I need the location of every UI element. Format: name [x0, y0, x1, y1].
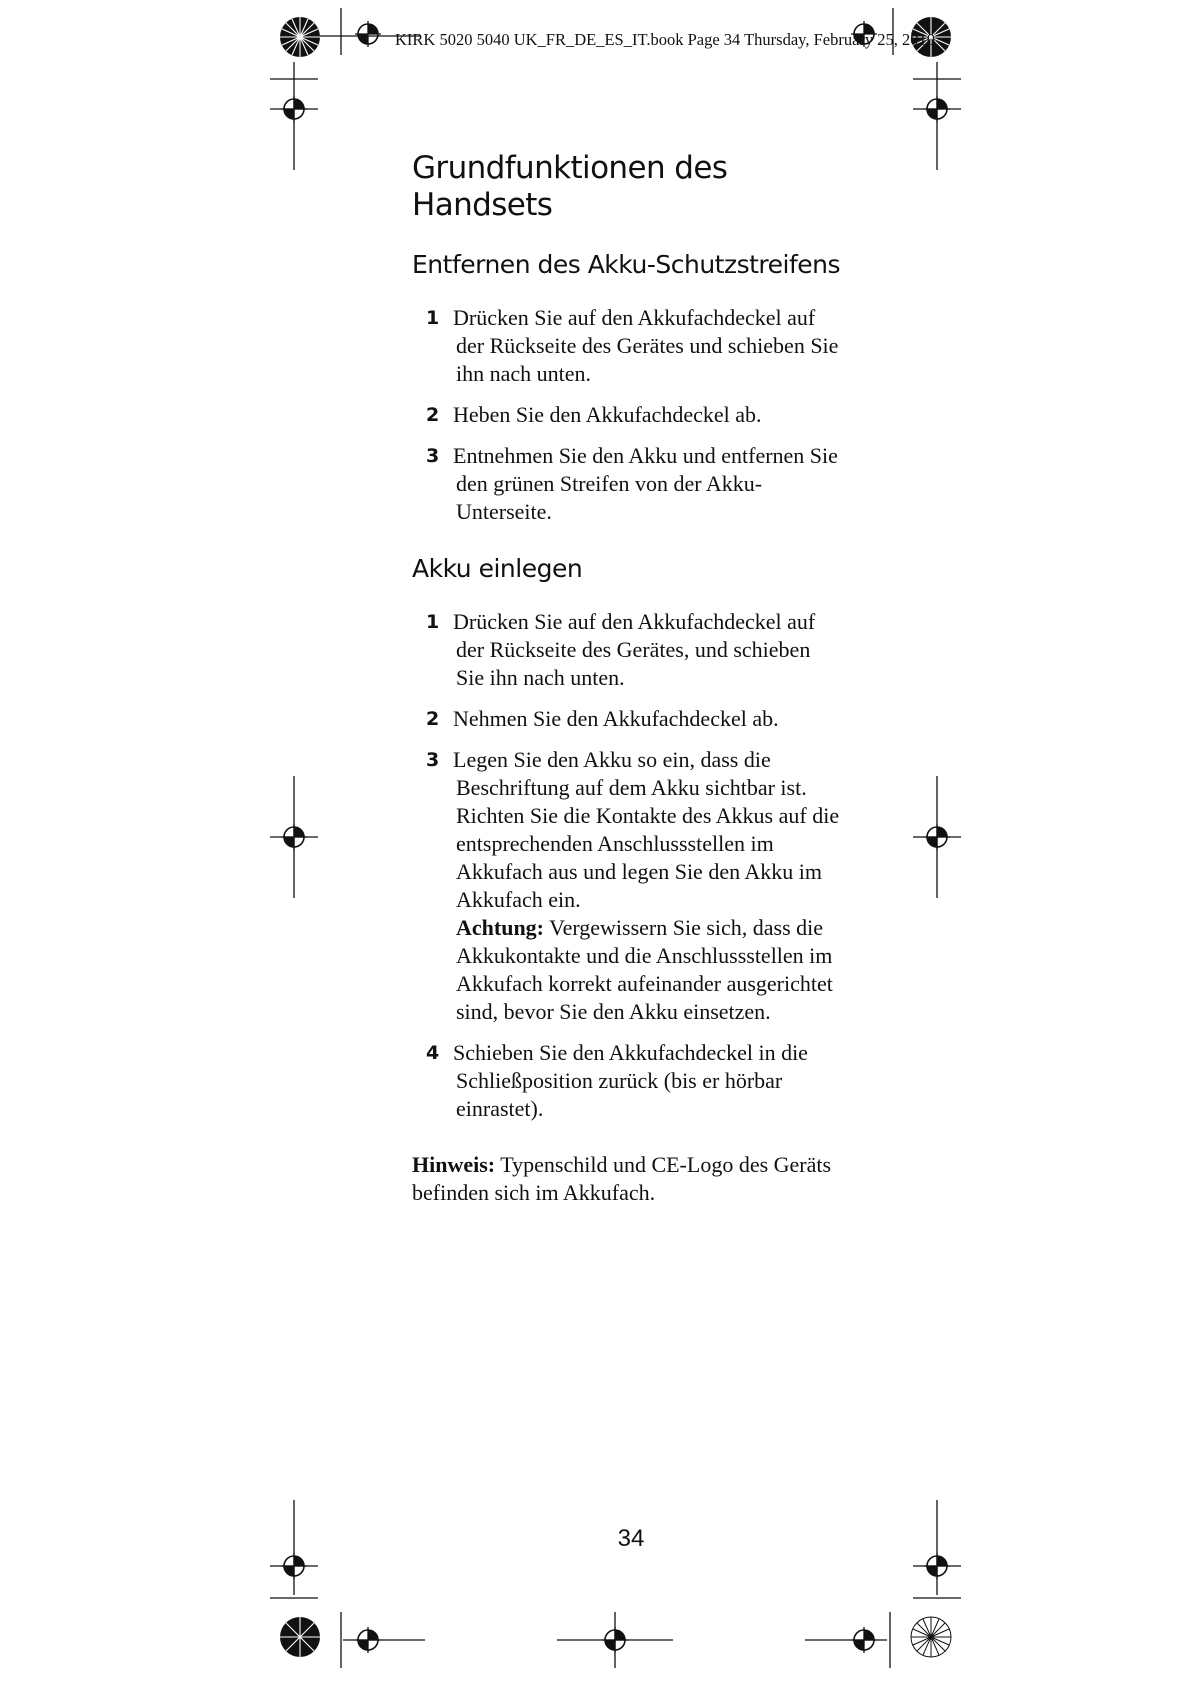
- step-number: 4: [426, 1042, 440, 1065]
- page-title: Grundfunktionen des Handsets: [412, 150, 728, 224]
- step-number: 3: [426, 749, 440, 772]
- step-number: 2: [426, 404, 440, 427]
- step-text: Entnehmen Sie den Akku und entfernen Sie den grünen Streifen von der Akku-Unterseite.: [453, 443, 838, 525]
- book-slug: KIRK 5020 5040 UK_FR_DE_ES_IT.book Page 34 Thursday, February 25, 2010: [395, 30, 936, 49]
- step-number: 1: [426, 307, 440, 330]
- list-item: [412, 705, 842, 733]
- list-item: [412, 442, 842, 526]
- list-item: [412, 608, 842, 692]
- hint-text: Typenschild und CE-Logo des Geräts befinden sich im Akkufach.: [412, 1152, 832, 1206]
- list-item: [412, 401, 842, 429]
- warning-text: Vergewissern Sie sich, dass die Akkukontakte und die Anschlussstellen im Akkufach korrekt aufeinander ausgerichtet sind, bevor Sie den Akku einsetzen.: [456, 915, 833, 1025]
- warning-note: [453, 914, 842, 1026]
- list-item: [412, 746, 842, 1026]
- page-number: 34: [617, 1525, 645, 1552]
- list-item: [412, 1039, 842, 1123]
- section-heading-remove-strip: Entfernen des Akku-Schutzstreifens: [412, 250, 841, 280]
- hint-label: Hinweis:: [412, 1152, 496, 1178]
- step-text: Drücken Sie auf den Akkufachdeckel auf der Rückseite des Gerätes, und schieben Sie ihn nach unten.: [453, 609, 816, 691]
- warning-label: Achtung:: [456, 915, 545, 941]
- step-list-insert-battery: [412, 608, 842, 1123]
- hint-note: [412, 1151, 842, 1207]
- step-list-remove-strip: [412, 304, 842, 526]
- page-content: [412, 150, 842, 1207]
- section-heading-insert-battery: Akku einlegen: [412, 554, 583, 584]
- step-text: Nehmen Sie den Akkufachdeckel ab.: [453, 706, 779, 732]
- step-text: Heben Sie den Akkufachdeckel ab.: [453, 402, 762, 428]
- step-number: 3: [426, 445, 440, 468]
- step-text: Legen Sie den Akku so ein, dass die Beschriftung auf dem Akku sichtbar ist. Richten Sie die Kontakte des Akkus auf die entsprechenden Anschlussstellen im Akkufach aus und legen Sie den Akku im Akkufach ein.: [453, 747, 840, 913]
- step-text: Schieben Sie den Akkufachdeckel in die Schließposition zurück (bis er hörbar einrastet).: [453, 1040, 808, 1122]
- step-text: Drücken Sie auf den Akkufachdeckel auf der Rückseite des Gerätes und schieben Sie ihn nach unten.: [453, 305, 839, 387]
- list-item: [412, 304, 842, 388]
- step-number: 2: [426, 708, 440, 731]
- step-number: 1: [426, 611, 440, 634]
